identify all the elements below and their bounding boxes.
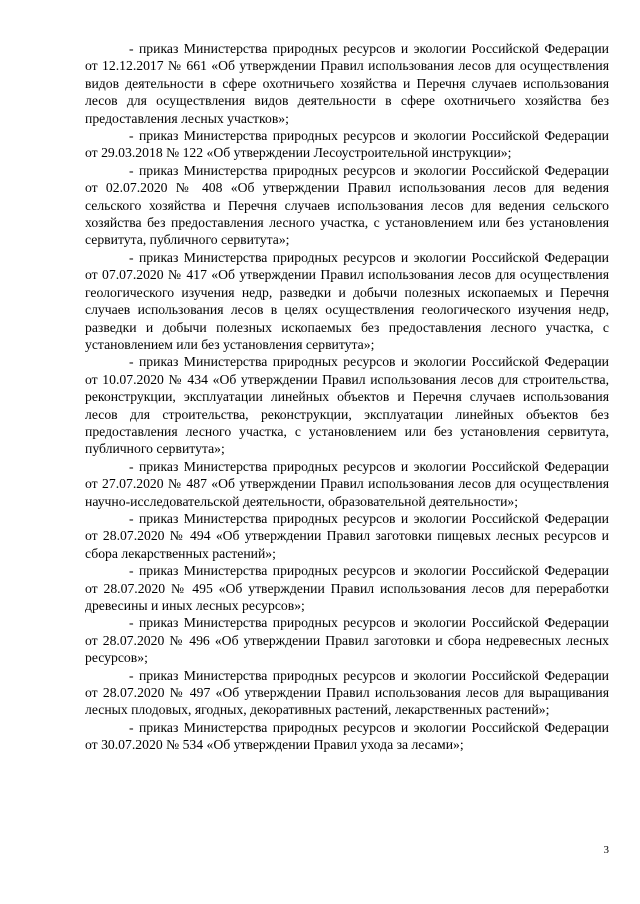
list-item-order-534: - приказ Министерства природных ресурсов и экологии Российской Федерации от 30.07.2020 № 534 «Об утверждении Правил ухода за лесами»; <box>85 719 609 753</box>
document-body <box>85 40 609 754</box>
page-number: 3 <box>603 844 609 856</box>
list-item-order-497: - приказ Министерства природных ресурсов и экологии Российской Федерации от 28.07.2020 № 497 «Об утверждении Правил использования лесов для выращивания лесных плодовых, ягодных, декоративных растений, лекарственных растений»; <box>85 667 609 718</box>
list-item-order-417: - приказ Министерства природных ресурсов и экологии Российской Федерации от 07.07.2020 № 417 «Об утверждении Правил использования лесов для осуществления геологического изучения недр, разведки и добычи полезных ископаемых и Перечня случаев использования лесов в целях осуществления геологического изучения недр, разведки и добычи полезных ископаемых без предоставления лесного участка, с установлением или без установления сервитута»; <box>85 249 609 352</box>
list-item-order-494: - приказ Министерства природных ресурсов и экологии Российской Федерации от 28.07.2020 № 494 «Об утверждении Правил заготовки пищевых лесных ресурсов и сбора лекарственных растений»; <box>85 510 609 561</box>
list-item-order-487: - приказ Министерства природных ресурсов и экологии Российской Федерации от 27.07.2020 № 487 «Об утверждении Правил использования лесов для осуществления научно-исследовательской деятельности, образовательной деятельности»; <box>85 458 609 509</box>
list-item-order-434: - приказ Министерства природных ресурсов и экологии Российской Федерации от 10.07.2020 № 434 «Об утверждении Правил использования лесов для строительства, реконструкции, эксплуатации линейных объектов и Перечня случаев использования лесов для строительства, реконструкции, эксплуатации линейных объектов без предоставления лесного участка, с установлением или без установления сервитута, публичного сервитута»; <box>85 354 609 457</box>
list-item-order-408: - приказ Министерства природных ресурсов и экологии Российской Федерации от 02.07.2020 № 408 «Об утверждении Правил использования лесов для ведения сельского хозяйства и Перечня случаев использования лесов для ведения сельского хозяйства без предоставления лесного участка, с установлением или без установления сервитута, публичного сервитута»; <box>85 162 609 248</box>
list-item-order-122: - приказ Министерства природных ресурсов и экологии Российской Федерации от 29.03.2018 № 122 «Об утверждении Лесоустроительной инструкции»; <box>85 128 609 161</box>
list-item-order-661: - приказ Министерства природных ресурсов и экологии Российской Федерации от 12.12.2017 № 661 «Об утверждении Правил использования лесов для осуществления видов деятельности в сфере охотничьего хозяйства и Перечня случаев использования лесов для осуществления видов деятельности в сфере охотничьего хозяйства без предоставления лесных участков»; <box>85 41 609 126</box>
list-item-order-496: - приказ Министерства природных ресурсов и экологии Российской Федерации от 28.07.2020 № 496 «Об утверждении Правил заготовки и сбора недревесных лесных ресурсов»; <box>85 615 609 666</box>
list-item-order-495: - приказ Министерства природных ресурсов и экологии Российской Федерации от 28.07.2020 № 495 «Об утверждении Правил использования лесов для переработки древесины и иных лесных ресурсов»; <box>85 563 609 613</box>
